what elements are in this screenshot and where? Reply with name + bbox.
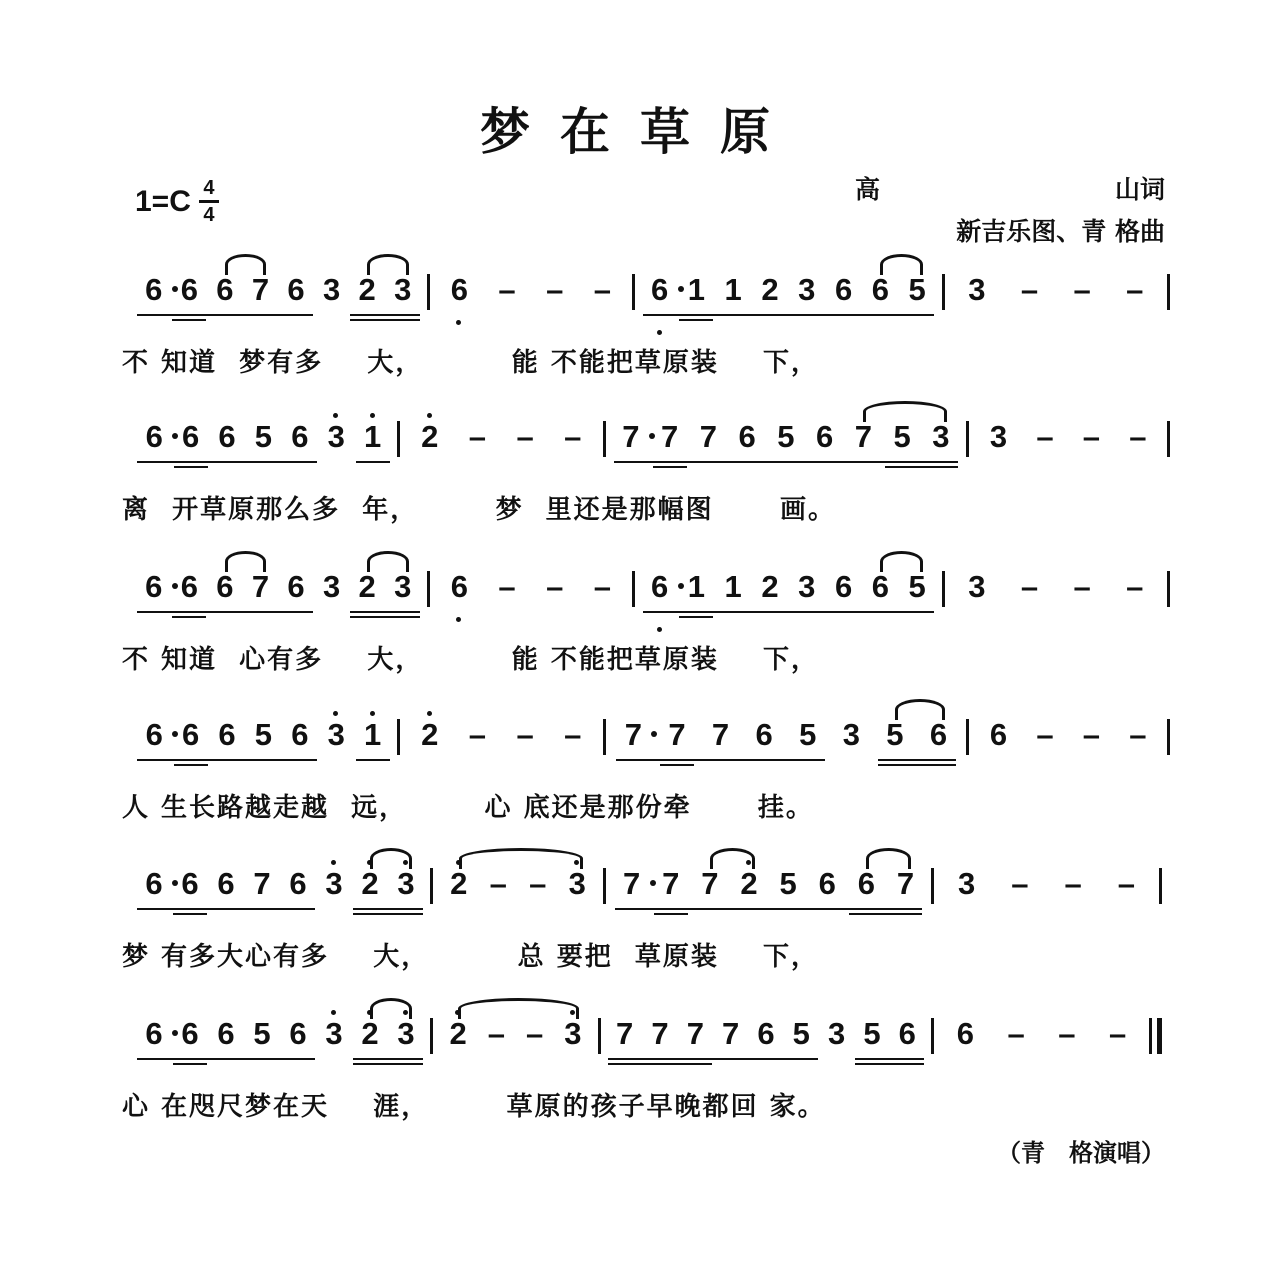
note: 6	[956, 1016, 974, 1051]
tie-arc	[880, 254, 923, 275]
note: 3	[842, 717, 860, 752]
note: 7	[699, 419, 718, 454]
note: 7	[722, 1016, 740, 1051]
extension-dash: –	[1020, 272, 1039, 307]
beam-underline	[616, 759, 824, 761]
beam-underline	[137, 314, 313, 316]
note: 3	[391, 1012, 421, 1084]
note: 1	[687, 569, 705, 604]
extension-dash: –	[1129, 419, 1147, 454]
measure	[130, 713, 397, 785]
beam-underline	[608, 1058, 819, 1060]
extension-dash: –	[498, 569, 516, 604]
note: 3	[321, 713, 351, 785]
note: 7	[661, 419, 679, 454]
extension-dash: –	[1126, 569, 1144, 604]
extension-dash: –	[1011, 866, 1029, 901]
extension-dash: –	[593, 569, 611, 604]
note: 5	[254, 717, 273, 752]
note: 6	[139, 415, 169, 487]
measure	[130, 565, 427, 637]
beam-underline	[137, 461, 317, 463]
extension-dash: –	[516, 419, 534, 454]
note: 6	[929, 717, 948, 752]
beam-underline	[643, 611, 935, 613]
measure	[400, 415, 603, 487]
extension-dash: –	[564, 419, 582, 454]
note: 6	[181, 1016, 199, 1051]
beam-underline	[173, 1063, 207, 1065]
note: 7	[854, 419, 873, 454]
barline	[1159, 868, 1162, 904]
note: 1	[724, 272, 742, 307]
extension-dash: –	[1020, 569, 1039, 604]
beam-underline	[615, 908, 923, 910]
note: 5	[893, 419, 911, 454]
note: 6	[989, 717, 1008, 752]
note: 6	[181, 717, 200, 752]
notes-line	[130, 1012, 1170, 1084]
extension-dash: –	[498, 272, 516, 307]
note: 6	[834, 272, 853, 307]
time-bottom: 4	[203, 204, 215, 226]
beam-underline	[849, 913, 922, 915]
beam-underline	[174, 764, 208, 766]
score-line	[122, 862, 1170, 992]
note: 5	[779, 866, 797, 901]
time-signature	[199, 178, 219, 225]
beam-underline	[353, 908, 423, 910]
score-line	[122, 1012, 1170, 1142]
beam-underline	[679, 616, 713, 618]
note: 6	[871, 272, 889, 307]
measure	[130, 862, 430, 934]
tie-arc	[895, 699, 945, 720]
beam-underline	[885, 466, 958, 468]
note: 6	[757, 1016, 775, 1051]
note: 3	[322, 272, 341, 307]
notes-line	[130, 415, 1170, 487]
note: 2	[415, 713, 445, 785]
note: 2	[415, 415, 445, 487]
measure	[430, 565, 633, 637]
beam-underline	[353, 1058, 423, 1060]
beam-underline	[878, 764, 956, 766]
note: 6	[738, 419, 756, 454]
note: 6	[287, 272, 305, 307]
beam-underline	[356, 759, 390, 761]
beam-underline	[172, 319, 206, 321]
measure	[606, 862, 931, 934]
tie-arc	[367, 551, 409, 572]
extension-dash: –	[1073, 272, 1091, 307]
lyrics-line: 不 知道 梦有多 大， 能 不能把草原装 下，	[122, 348, 820, 378]
note: 3	[828, 1016, 846, 1051]
note: 7	[651, 1016, 669, 1051]
beam-underline	[878, 759, 956, 761]
note: 3	[968, 569, 986, 604]
note: 6	[139, 565, 169, 637]
barline	[1149, 1018, 1152, 1054]
beam-underline	[353, 913, 423, 915]
measure	[934, 1012, 1149, 1084]
note: 3	[958, 866, 976, 901]
note: 2	[355, 862, 385, 934]
lyricist-name-2: 山词	[1114, 175, 1165, 204]
note: 6	[289, 1016, 307, 1051]
note: 1	[687, 272, 705, 307]
beam-underline	[356, 461, 390, 463]
note: 6	[139, 862, 169, 934]
note: 5	[908, 272, 926, 307]
lyricist-credit	[855, 170, 1165, 206]
extension-dash: –	[468, 419, 487, 454]
beam-underline	[350, 611, 420, 613]
note: 7	[253, 866, 271, 901]
tie-arc	[370, 998, 412, 1019]
note: 5	[799, 717, 817, 752]
measure	[969, 415, 1167, 487]
note: 3	[322, 569, 341, 604]
note: 2	[444, 862, 474, 934]
score-line	[122, 565, 1170, 695]
note: 7	[617, 862, 647, 934]
note: 6	[289, 866, 307, 901]
lyrics-line: 梦 有多大心有多 大， 总 要把 草原装 下，	[122, 942, 820, 972]
tie-arc	[866, 848, 911, 869]
note: 6	[217, 866, 235, 901]
note: 3	[798, 272, 816, 307]
notes-line	[130, 268, 1170, 340]
beam-underline	[137, 1058, 315, 1060]
note: 6	[755, 717, 773, 752]
note: 6	[181, 866, 199, 901]
note: 1	[724, 569, 742, 604]
note: 6	[216, 272, 234, 307]
note: 7	[618, 713, 648, 785]
extension-dash: –	[1036, 717, 1054, 752]
tie-arc	[225, 254, 267, 275]
note: 5	[886, 717, 904, 752]
note: 7	[251, 272, 270, 307]
note: 7	[686, 1016, 704, 1051]
score-title: 梦在草原	[480, 102, 800, 161]
extension-dash: –	[489, 866, 507, 901]
note: 7	[616, 415, 646, 487]
note: 6	[645, 565, 675, 637]
note: 6	[444, 268, 474, 340]
note: 7	[251, 569, 270, 604]
beam-underline	[350, 319, 420, 321]
notes-line	[130, 565, 1170, 637]
note: 5	[863, 1016, 881, 1051]
note: 6	[139, 1012, 169, 1084]
beam-underline	[653, 466, 687, 468]
measure	[130, 415, 397, 487]
measure	[635, 565, 941, 637]
measure	[606, 713, 967, 785]
note: 6	[291, 419, 309, 454]
measure	[433, 862, 603, 934]
key-signature	[135, 178, 219, 225]
note: 6	[898, 1016, 916, 1051]
tie-arc	[370, 848, 412, 869]
note: 1	[358, 713, 388, 785]
note: 6	[139, 268, 169, 340]
note: 6	[218, 419, 236, 454]
final-barline	[1157, 1018, 1162, 1054]
note: 2	[355, 1012, 385, 1084]
measure	[400, 713, 603, 785]
score-line	[122, 713, 1170, 843]
note: 5	[908, 569, 926, 604]
beam-underline	[137, 611, 313, 613]
note: 5	[253, 1016, 271, 1051]
note: 6	[444, 565, 474, 637]
note: 3	[989, 419, 1008, 454]
note: 7	[711, 717, 730, 752]
extension-dash: –	[1073, 569, 1091, 604]
lyricist-name-1: 高	[855, 175, 881, 204]
beam-underline	[855, 1063, 924, 1065]
measure	[945, 268, 1167, 340]
note: 6	[291, 717, 309, 752]
note: 2	[358, 569, 376, 604]
lyrics-line: 不 知道 心有多 大， 能 不能把草原装 下，	[122, 645, 820, 675]
measure	[969, 713, 1167, 785]
score-line	[122, 268, 1170, 398]
extension-dash: –	[1082, 717, 1101, 752]
lyrics-line: 人 生长路越走越 远， 心 底还是那份牵 挂。	[122, 793, 814, 823]
note: 3	[394, 272, 412, 307]
note: 2	[761, 272, 779, 307]
notes-line	[130, 713, 1170, 785]
beam-underline	[350, 314, 420, 316]
measure	[433, 1012, 598, 1084]
note: 3	[798, 569, 816, 604]
measure	[130, 268, 427, 340]
lyrics-line: 离 开草原那么多 年， 梦 里还是那幅图 画。	[122, 495, 836, 525]
note: 6	[180, 569, 198, 604]
beam-underline	[614, 461, 958, 463]
note: 3	[321, 415, 351, 487]
barline	[1167, 274, 1170, 310]
beam-underline	[173, 913, 207, 915]
beam-underline	[353, 1063, 423, 1065]
barline	[1167, 719, 1170, 755]
tie-arc	[710, 848, 755, 869]
note: 7	[616, 1016, 634, 1051]
note: 3	[391, 862, 421, 934]
note: 2	[358, 272, 376, 307]
note: 7	[668, 717, 686, 752]
note: 6	[181, 419, 200, 454]
extension-dash: –	[1126, 272, 1144, 307]
note: 3	[319, 1012, 349, 1084]
tie-arc	[458, 998, 579, 1019]
lyrics-line: 心 在咫尺梦在天 涯， 草原的孩子早晚都回 家。	[122, 1092, 826, 1122]
note: 6	[834, 569, 853, 604]
extension-dash: –	[564, 717, 582, 752]
note: 5	[254, 419, 273, 454]
extension-dash: –	[487, 1016, 505, 1051]
note: 6	[287, 569, 305, 604]
measure	[606, 415, 967, 487]
beam-underline	[679, 319, 713, 321]
measure	[635, 268, 941, 340]
extension-dash: –	[526, 1016, 544, 1051]
notes-line	[130, 862, 1170, 934]
beam-underline	[350, 616, 420, 618]
extension-dash: –	[1058, 1016, 1076, 1051]
note: 5	[792, 1016, 810, 1051]
note: 3	[558, 1012, 588, 1084]
note: 3	[932, 419, 950, 454]
note: 6	[645, 268, 675, 340]
note: 3	[562, 862, 592, 934]
beam-underline	[855, 1058, 924, 1060]
note: 6	[218, 717, 236, 752]
note: 1	[358, 415, 388, 487]
extension-dash: –	[593, 272, 611, 307]
extension-dash: –	[529, 866, 547, 901]
performer-credit: （青 格演唱）	[997, 1138, 1165, 1167]
note: 2	[761, 569, 779, 604]
extension-dash: –	[1117, 866, 1135, 901]
barline	[1167, 571, 1170, 607]
measure	[430, 268, 633, 340]
note: 7	[896, 866, 915, 901]
note: 6	[818, 866, 836, 901]
beam-underline	[643, 314, 935, 316]
note: 7	[701, 866, 719, 901]
measure	[934, 862, 1159, 934]
composer-credit: 新吉乐图、青 格曲	[956, 217, 1165, 246]
tie-arc	[863, 401, 947, 422]
note: 3	[319, 862, 349, 934]
measure	[945, 565, 1167, 637]
extension-dash: –	[1109, 1016, 1127, 1051]
note: 6	[871, 569, 889, 604]
time-top: 4	[203, 177, 215, 199]
extension-dash: –	[1082, 419, 1101, 454]
key-label: 1=C	[135, 184, 191, 218]
note: 6	[857, 866, 875, 901]
extension-dash: –	[1007, 1016, 1025, 1051]
tie-arc	[880, 551, 923, 572]
beam-underline	[660, 764, 694, 766]
barline	[1167, 421, 1170, 457]
note: 3	[394, 569, 412, 604]
extension-dash: –	[1064, 866, 1082, 901]
score-line	[122, 415, 1170, 545]
note: 2	[443, 1012, 473, 1084]
note: 6	[217, 1016, 235, 1051]
measure	[601, 1012, 931, 1084]
extension-dash: –	[516, 717, 534, 752]
extension-dash: –	[546, 272, 564, 307]
extension-dash: –	[468, 717, 487, 752]
note: 7	[662, 866, 680, 901]
note: 6	[139, 713, 169, 785]
beam-underline	[174, 466, 208, 468]
tie-arc	[459, 848, 584, 869]
beam-underline	[137, 908, 315, 910]
beam-underline	[608, 1063, 713, 1065]
beam-underline	[172, 616, 206, 618]
tie-arc	[367, 254, 409, 275]
extension-dash: –	[1036, 419, 1054, 454]
tie-arc	[225, 551, 267, 572]
note: 2	[734, 862, 764, 934]
extension-dash: –	[546, 569, 564, 604]
note: 3	[968, 272, 986, 307]
note: 6	[180, 272, 198, 307]
note: 6	[816, 419, 834, 454]
note: 6	[216, 569, 234, 604]
beam-underline	[137, 759, 317, 761]
measure	[130, 1012, 430, 1084]
beam-underline	[654, 913, 688, 915]
note: 5	[777, 419, 795, 454]
extension-dash: –	[1129, 717, 1147, 752]
